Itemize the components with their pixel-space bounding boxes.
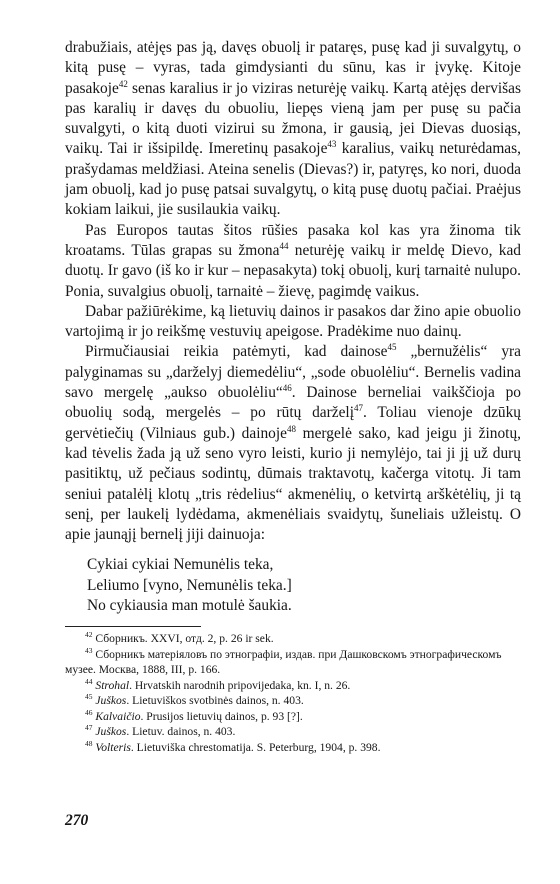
page-content bbox=[65, 38, 521, 756]
footnote-ref: 45 bbox=[387, 342, 397, 353]
footnote bbox=[65, 724, 521, 740]
footnote-ref: 47 bbox=[353, 403, 363, 414]
text-run: . Lietuv. dainos, n. 403. bbox=[126, 725, 236, 739]
footnote-number: 45 bbox=[85, 692, 93, 702]
footnote bbox=[65, 631, 521, 647]
text-run: Сборникъ матеріяловъ по этнографіи, издав. при Дашковскомъ этнографическомъ музее. Москва, 1888, III, p. 166. bbox=[65, 647, 502, 677]
text-run: „bernužėlis“ yra palyginamas su „darželyj diemedėliu“, „sode obuolėliu“. Bernelis vadina savo mergelę „aukso obuolėliu“ bbox=[65, 343, 521, 402]
text-run: Dabar pažiūrėkime, ką lietuvių dainos ir pasakos dar žino apie obuolio vartojimą ir jo reikšmę vestuvių apeigose. Pradėkime nuo dainų. bbox=[65, 302, 521, 341]
text-run: . Lietuviška chrestomatija. S. Peterburg, 1904, p. 398. bbox=[130, 741, 381, 755]
author-name: Juškos bbox=[95, 725, 127, 739]
text-run: . Dainose berneliai vaikščioja po obuolių sodą, mergelės – po rūtų darželį bbox=[65, 384, 522, 422]
footnote bbox=[65, 678, 521, 694]
text-run: Pirmučiausiai reikia patėmyti, kad dainose bbox=[85, 343, 388, 361]
footnote-number: 46 bbox=[85, 708, 93, 718]
footnotes bbox=[65, 631, 521, 756]
text-run: drabužiais, atėjęs pas ją, davęs obuolį ir pataręs, pusę kad ji suvalgytų, o kitą pusę – vyras, tada gimdysianti du sūnu, kas ir įvykę. Kitoje pasakoje bbox=[65, 39, 521, 97]
footnote-ref: 42 bbox=[118, 78, 128, 89]
text-run: . Prusijos lietuvių dainos, p. 93 [?]. bbox=[140, 709, 303, 723]
author-name: Kalvaičio bbox=[95, 709, 141, 723]
author-name: Volteris bbox=[95, 741, 131, 755]
footnote-number: 42 bbox=[85, 630, 93, 640]
poem-quote bbox=[87, 555, 521, 617]
paragraph bbox=[65, 302, 521, 343]
footnote bbox=[65, 693, 521, 709]
footnote-number: 47 bbox=[85, 723, 93, 733]
footnote-number: 44 bbox=[85, 676, 93, 686]
footnote-number: 43 bbox=[85, 645, 93, 655]
footnote-number: 48 bbox=[85, 739, 93, 749]
footnote-divider bbox=[65, 626, 201, 627]
paragraph bbox=[65, 342, 521, 545]
text-run: mergelė sako, kad jeigu ji žinotų, kad tėvelis žada ją už seno vyro leisti, kurio ji nemylėjo, tai ji jį už durų pasitiktų, už pečiaus sodintų, dūmais traktavotų, kačerga vitotų. Ji tam seniui patalėlį klotų „tris rėdelius“ akmenėlių, o ketvirtą arškėtėlių, ji tą senį, per laukelį lydėdama, akmenėliais svaidytų, šuneliais užleistų. O apie jaunąjį bernelį jiji dainuoja: bbox=[65, 424, 521, 544]
footnote bbox=[65, 709, 521, 725]
paragraph bbox=[65, 38, 521, 221]
paragraph bbox=[65, 221, 521, 302]
footnote-ref: 46 bbox=[282, 382, 292, 393]
text-run: Pas Europos tautas šitos rūšies pasaka kol kas yra žinoma tik kroatams. Tūlas grapas su žmona bbox=[65, 221, 521, 259]
poem-line: Cykiai cykiai Nemunėlis teka, bbox=[87, 556, 274, 574]
footnote-ref: 44 bbox=[279, 240, 289, 251]
text-run: Сборникъ. XXVI, отд. 2, p. 26 ir sek. bbox=[95, 631, 274, 645]
footnote-ref: 48 bbox=[286, 423, 296, 434]
text-run: . Lietuviškos svotbinės dainos, n. 403. bbox=[126, 694, 304, 708]
author-name: Juškos bbox=[95, 694, 127, 708]
text-run: . Toliau vienoje dzūkų gervėtiečių (Vilniaus gub.) dainoje bbox=[65, 404, 521, 442]
footnote-ref: 43 bbox=[327, 139, 337, 150]
author-name: Strohal bbox=[95, 678, 130, 692]
page-number: 270 bbox=[65, 812, 89, 829]
footnote bbox=[65, 647, 521, 678]
text-run: senas karalius ir jo viziras neturėję vaikų. Kartą atėjęs dervišas pas karalių ir davęs du obuoliu, liepęs vieną jam per pusę su pačia suvalgyti, o kitą duoti vizirui su žmona, ir gausią, jei Dievas duosiąs, vaikų. Tai ir išsipildę. Imeretinų pasakoje bbox=[65, 79, 521, 158]
footnote bbox=[65, 740, 521, 756]
poem-line: Leliumo [vyno, Nemunėlis teka.] bbox=[87, 576, 292, 594]
text-run: . Hrvatskih narodnih pripovijedaka, kn. I, n. 26. bbox=[129, 678, 351, 692]
poem-line: No cykiausia man motulė šaukia. bbox=[87, 597, 292, 615]
text-run: neturėję vaikų ir meldę Dievo, kad duotų. Ir gavo (iš ko ir kur – nepasakyta) tokį obuolį, kurį tarnaitė nulupo. Ponia, suvalgius obuolį, tarnaitė – žievę, pagimdę vaikus. bbox=[65, 241, 521, 300]
body-text bbox=[65, 38, 521, 545]
text-run: karalius, vaikų neturėdamas, prašydamas meldžiasi. Ateina senelis (Dievas?) ir, patyręs, ko nori, duoda jam obuolį, kad jo pusę patsai suvalgytų, o kitą pusę duotų pačiai. Praėjus kokiam laikui, jie susilaukia vaikų. bbox=[65, 140, 521, 219]
